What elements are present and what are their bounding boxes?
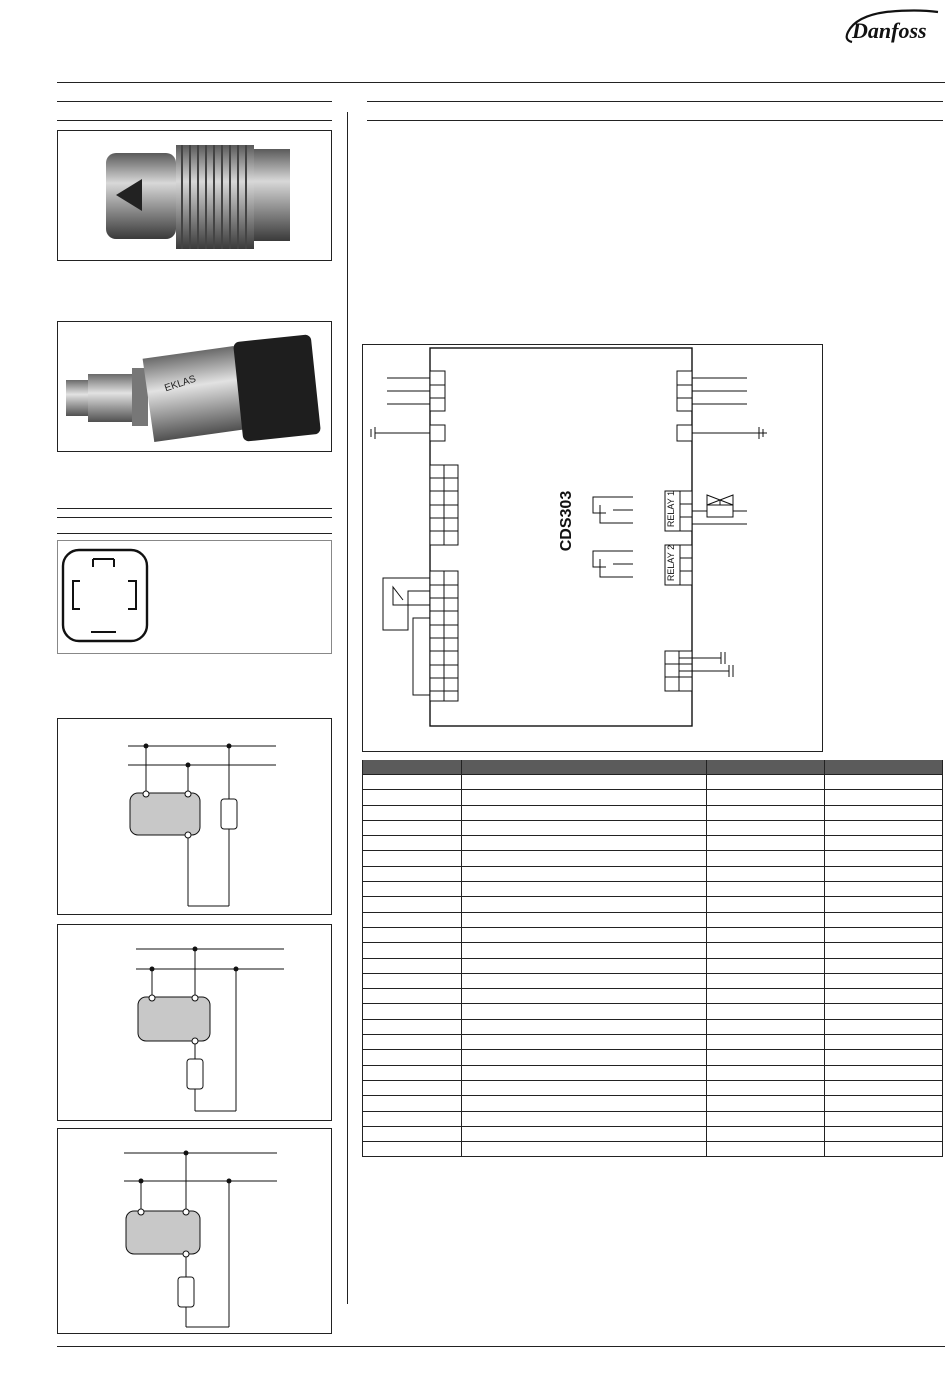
table-cell [461, 1065, 707, 1080]
table-cell [461, 1035, 707, 1050]
sensor-photo-frame [57, 130, 332, 261]
table-cell [461, 882, 707, 897]
table-cell [707, 851, 825, 866]
table-cell [707, 1111, 825, 1126]
footer-rule [57, 1346, 945, 1347]
table-cell [363, 973, 462, 988]
table-cell [461, 1142, 707, 1157]
table-cell [825, 1035, 943, 1050]
table-cell [461, 958, 707, 973]
table-cell [825, 1065, 943, 1080]
danfoss-logo [838, 6, 948, 48]
table-cell [707, 866, 825, 881]
table-cell [707, 1080, 825, 1095]
table-cell [363, 1111, 462, 1126]
pressure-transmitter-icon [58, 322, 331, 451]
table-cell [461, 866, 707, 881]
table-cell [461, 897, 707, 912]
table-cell [825, 1050, 943, 1065]
table-cell [363, 775, 462, 790]
table-cell [707, 820, 825, 835]
table-body [363, 775, 943, 1157]
table-cell [825, 775, 943, 790]
table-cell [461, 1126, 707, 1141]
connector-frame [57, 540, 332, 654]
circuit-diagram-1 [57, 718, 332, 915]
table-cell [707, 1035, 825, 1050]
table-row [363, 1065, 943, 1080]
table-cell [461, 1050, 707, 1065]
table-row [363, 775, 943, 790]
table-cell [363, 820, 462, 835]
table-cell [363, 943, 462, 958]
table-row [363, 1019, 943, 1034]
table-cell [461, 912, 707, 927]
table-cell [461, 775, 707, 790]
table-cell [825, 1080, 943, 1095]
table-row [363, 820, 943, 835]
table-cell [707, 897, 825, 912]
table-cell [461, 973, 707, 988]
table-row [363, 989, 943, 1004]
table-cell [363, 836, 462, 851]
table-row [363, 1050, 943, 1065]
table-cell [461, 790, 707, 805]
table-row [363, 897, 943, 912]
table-cell [825, 805, 943, 820]
table-row [363, 1142, 943, 1157]
wiring-diagram [362, 344, 823, 752]
table-cell [363, 805, 462, 820]
connector-plug-icon [58, 541, 331, 653]
table-cell [461, 943, 707, 958]
table-row [363, 1096, 943, 1111]
relay-2-label: RELAY 2 [666, 544, 676, 582]
table-header-row [363, 760, 943, 775]
table-cell [825, 1004, 943, 1019]
table-cell [825, 1019, 943, 1034]
table-cell [707, 1096, 825, 1111]
table-cell [825, 882, 943, 897]
table-row [363, 1004, 943, 1019]
table-cell [363, 927, 462, 942]
table-cell [825, 1111, 943, 1126]
table-cell [363, 1126, 462, 1141]
table-cell [363, 1004, 462, 1019]
table-row [363, 866, 943, 881]
table-cell [363, 1142, 462, 1157]
table-cell [707, 1142, 825, 1157]
table-row [363, 1111, 943, 1126]
table-cell [363, 1096, 462, 1111]
table-cell [461, 836, 707, 851]
table-cell [363, 912, 462, 927]
table-cell [461, 805, 707, 820]
controller-label: CDS303 [558, 490, 575, 552]
table-row [363, 943, 943, 958]
table-cell [707, 1065, 825, 1080]
table-cell [825, 958, 943, 973]
table-cell [363, 897, 462, 912]
table-cell [363, 882, 462, 897]
table-cell [825, 790, 943, 805]
table-row [363, 790, 943, 805]
table-cell [707, 1050, 825, 1065]
table-row [363, 1035, 943, 1050]
table-cell [461, 927, 707, 942]
table-cell [825, 1126, 943, 1141]
terminal-table [362, 760, 943, 1157]
table-cell [363, 1065, 462, 1080]
table-row [363, 1080, 943, 1095]
table-cell [461, 1004, 707, 1019]
table-cell [363, 1019, 462, 1034]
connector-section-rule-mid [57, 517, 332, 518]
table-row [363, 882, 943, 897]
table-cell [363, 866, 462, 881]
table-cell [825, 1142, 943, 1157]
table-row [363, 851, 943, 866]
table-cell [363, 1050, 462, 1065]
table-cell [707, 790, 825, 805]
table-header-cell [363, 760, 462, 775]
table-cell [825, 973, 943, 988]
table-cell [825, 820, 943, 835]
table-row [363, 927, 943, 942]
table-cell [363, 989, 462, 1004]
pressure-sensor-icon [58, 131, 331, 260]
right-section-rule-bottom [367, 120, 943, 121]
table-cell [707, 1019, 825, 1034]
table-cell [461, 1019, 707, 1034]
right-section-rule-top [367, 101, 943, 102]
table-cell [825, 897, 943, 912]
transmitter-photo-frame [57, 321, 332, 452]
header-rule [57, 82, 945, 83]
current-loop-circuit-icon [58, 1129, 331, 1333]
connector-section-rule-top [57, 508, 332, 509]
table-row [363, 958, 943, 973]
table-header-cell [825, 760, 943, 775]
table-cell [707, 973, 825, 988]
table-cell [707, 836, 825, 851]
table-row [363, 805, 943, 820]
table-cell [461, 1111, 707, 1126]
table-cell [707, 943, 825, 958]
table-cell [461, 851, 707, 866]
table-cell [707, 912, 825, 927]
two-wire-circuit-icon [58, 719, 331, 914]
table-cell [707, 805, 825, 820]
relay-1-label: RELAY 1 [666, 490, 676, 528]
table-cell [461, 1096, 707, 1111]
table-row [363, 912, 943, 927]
table-cell [707, 882, 825, 897]
table-cell [363, 1080, 462, 1095]
connector-section-rule-bottom [57, 533, 332, 534]
table-cell [825, 912, 943, 927]
table-cell [363, 851, 462, 866]
table-cell [363, 958, 462, 973]
logo-text: Danfoss [852, 18, 927, 43]
table-row [363, 973, 943, 988]
table-header-cell [461, 760, 707, 775]
table-cell [825, 927, 943, 942]
table-cell [707, 775, 825, 790]
table-cell [825, 836, 943, 851]
table-row [363, 1126, 943, 1141]
controller-wiring-icon [363, 345, 822, 751]
table-header-cell [707, 760, 825, 775]
table-cell [825, 866, 943, 881]
left-section-rule-top [57, 101, 332, 102]
three-wire-circuit-icon [58, 925, 331, 1120]
circuit-diagram-2 [57, 924, 332, 1121]
circuit-diagram-3 [57, 1128, 332, 1334]
table-cell [825, 943, 943, 958]
table-cell [363, 790, 462, 805]
left-section-rule-bottom [57, 120, 332, 121]
table-cell [707, 989, 825, 1004]
sensor-label-text: EKLAS [163, 373, 198, 395]
column-divider [347, 112, 348, 1304]
table-cell [707, 1126, 825, 1141]
table-cell [707, 1004, 825, 1019]
table-cell [825, 989, 943, 1004]
table-row [363, 836, 943, 851]
table-cell [461, 820, 707, 835]
table-cell [825, 1096, 943, 1111]
table-cell [825, 851, 943, 866]
table-cell [707, 958, 825, 973]
table-cell [363, 1035, 462, 1050]
table-cell [461, 989, 707, 1004]
table-cell [707, 927, 825, 942]
table-cell [461, 1080, 707, 1095]
